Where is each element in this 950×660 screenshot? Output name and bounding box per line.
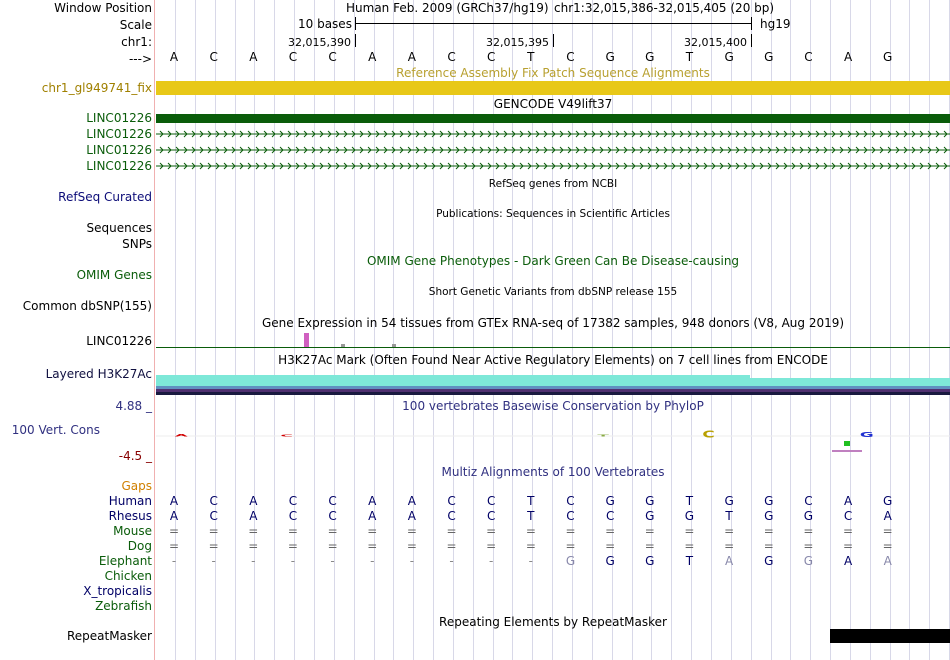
alignment-base-human: C (328, 494, 337, 508)
alignment-base-elephant: - (370, 554, 375, 568)
alignment-base-mouse: = (882, 524, 893, 538)
reference-base: A (368, 50, 377, 64)
coord-label-2: 32,015,395 (486, 36, 549, 49)
alignment-base-elephant: - (489, 554, 494, 568)
alignment-base-elephant: - (449, 554, 454, 568)
conservation-letter: C (702, 429, 715, 441)
alignment-base-human: A (407, 494, 416, 508)
alignment-base-mouse: = (724, 524, 735, 538)
alignment-base-mouse: = (367, 524, 378, 538)
reference-base: A (407, 50, 416, 64)
species-xtropicalis-label[interactable]: X_tropicalis (83, 584, 152, 598)
alignment-base-elephant: A (724, 554, 734, 568)
species-zebrafish-label[interactable]: Zebrafish (95, 599, 152, 613)
alignment-base-rhesus: G (645, 509, 655, 523)
alignment-base-rhesus: T (527, 509, 535, 523)
alignment-base-human: A (249, 494, 258, 508)
alignment-base-mouse: = (248, 524, 259, 538)
snps-label[interactable]: SNPs (122, 237, 152, 251)
alignment-base-human: C (447, 494, 456, 508)
conservation-mark (832, 450, 862, 452)
alignment-base-rhesus: C (288, 509, 298, 523)
h3k27ac-title: H3K27Ac Mark (Often Found Near Active Regulatory Elements) on 7 cell lines from ENCODE (278, 353, 828, 367)
dbsnp-label[interactable]: Common dbSNP(155) (22, 299, 152, 313)
alignment-base-dog: = (367, 539, 378, 553)
cons-min-label: -4.5 _ (118, 449, 152, 463)
alignment-base-mouse: = (287, 524, 298, 538)
alignment-base-rhesus: A (368, 509, 377, 523)
fix-patch-title: Reference Assembly Fix Patch Sequence Alignments (396, 66, 710, 80)
alignment-base-human: A (843, 494, 853, 508)
gtex-title: Gene Expression in 54 tissues from GTEx RNA-seq of 17382 samples, 948 donors (V8, Aug 2019) (261, 316, 845, 330)
gencode-label-2[interactable]: LINC01226 (86, 127, 152, 141)
reference-base: G (883, 50, 893, 64)
alignment-base-human: A (368, 494, 377, 508)
alignment-base-rhesus: G (803, 509, 814, 523)
alignment-base-mouse: = (406, 524, 417, 538)
reference-base: A (843, 50, 853, 64)
reference-base: G (605, 50, 615, 64)
gencode-label-4[interactable]: LINC01226 (86, 159, 152, 173)
alignment-base-human: T (685, 494, 694, 508)
alignment-base-rhesus: G (764, 509, 774, 523)
reference-base: C (288, 50, 298, 64)
reference-base: C (486, 50, 496, 64)
reference-base: G (724, 50, 734, 64)
alignment-base-mouse: = (565, 524, 576, 538)
reference-base: T (685, 50, 694, 64)
alignment-base-dog: = (763, 539, 774, 553)
alignment-base-rhesus: A (169, 509, 179, 523)
alignment-base-elephant: - (171, 554, 177, 568)
alignment-base-dog: = (327, 539, 338, 553)
conservation-letter: C (280, 434, 293, 437)
alignment-base-human: T (527, 494, 535, 508)
species-dog-label[interactable]: Dog (127, 539, 152, 553)
alignment-base-dog: = (565, 539, 576, 553)
window-position-label[interactable]: Window Position (54, 1, 152, 15)
omim-label[interactable]: OMIM Genes (76, 268, 152, 282)
alignment-base-elephant: G (645, 554, 655, 568)
alignment-base-mouse: = (763, 524, 774, 538)
gencode-label-3[interactable]: LINC01226 (86, 143, 152, 157)
conservation-title: 100 vertebrates Basewise Conservation by PhyloP (402, 399, 704, 413)
alignment-base-rhesus: A (407, 509, 416, 523)
alignment-base-elephant: - (290, 554, 296, 568)
reference-base: C (209, 50, 218, 64)
alignment-base-rhesus: C (605, 509, 615, 523)
alignment-base-dog: = (605, 539, 616, 553)
conservation-letter: G (859, 431, 874, 440)
omim-title: OMIM Gene Phenotypes - Dark Green Can Be Disease-causing (366, 254, 740, 268)
assembly-text: Human Feb. 2009 (GRCh37/hg19) (346, 1, 549, 15)
publications-title: Publications: Sequences in Scientific Articles (436, 208, 670, 220)
alignment-base-dog: = (287, 539, 298, 553)
alignment-base-rhesus: C (566, 509, 575, 523)
alignment-base-dog: = (406, 539, 417, 553)
alignment-base-rhesus: A (249, 509, 258, 523)
alignment-base-rhesus: T (725, 509, 733, 523)
alignment-base-human: G (883, 494, 893, 508)
alignment-base-human: A (169, 494, 179, 508)
alignment-base-dog: = (446, 539, 457, 553)
dbsnp-title: Short Genetic Variants from dbSNP release 155 (428, 286, 678, 298)
conservation-mark (844, 441, 850, 446)
alignment-base-mouse: = (446, 524, 457, 538)
alignment-base-rhesus: A (883, 509, 892, 523)
alignment-base-rhesus: C (486, 509, 496, 523)
gtex-label[interactable]: LINC01226 (86, 334, 152, 348)
alignment-base-human: G (724, 494, 734, 508)
refseq-title: RefSeq genes from NCBI (488, 178, 618, 190)
position-text: chr1:32,015,386-32,015,405 (20 bp) (554, 1, 775, 15)
alignment-base-dog: = (525, 539, 536, 553)
alignment-base-mouse: = (803, 524, 814, 538)
track-label-pane (0, 0, 155, 660)
alignment-base-dog: = (843, 539, 854, 553)
gencode-title: GENCODE V49lift37 (493, 97, 613, 111)
alignment-base-elephant: - (251, 554, 256, 568)
alignment-base-dog: = (882, 539, 893, 553)
species-chicken-label[interactable]: Chicken (104, 569, 152, 583)
reference-base: C (447, 50, 456, 64)
conservation-letter: A (174, 433, 188, 438)
reference-base: T (527, 50, 535, 64)
alignment-base-rhesus: C (447, 509, 456, 523)
repeatmasker-label[interactable]: RepeatMasker (66, 629, 152, 643)
alignment-base-rhesus: C (328, 509, 337, 523)
alignment-base-mouse: = (605, 524, 616, 538)
sequences-label[interactable]: Sequences (86, 221, 152, 235)
alignment-base-rhesus: C (209, 509, 218, 523)
reference-base: G (645, 50, 655, 64)
alignment-base-elephant: - (528, 554, 534, 568)
alignment-base-elephant: T (685, 554, 694, 568)
alignment-base-mouse: = (327, 524, 338, 538)
gencode-label-1[interactable]: LINC01226 (86, 111, 152, 125)
alignment-base-human: C (209, 494, 218, 508)
alignment-base-mouse: = (684, 524, 695, 538)
repeatmasker-element[interactable] (830, 629, 950, 643)
gaps-label[interactable]: Gaps (121, 479, 152, 493)
alignment-base-elephant: G (605, 554, 615, 568)
reference-base: A (249, 50, 258, 64)
alignment-base-elephant: G (764, 554, 774, 568)
alignment-base-elephant: A (883, 554, 892, 568)
reference-base: C (566, 50, 575, 64)
refseq-label[interactable]: RefSeq Curated (58, 190, 152, 204)
species-mouse-label[interactable]: Mouse (113, 524, 152, 538)
reference-base: C (804, 50, 813, 64)
pane-divider (154, 0, 155, 660)
fix-patch-label[interactable]: chr1_gl949741_fix (41, 81, 152, 95)
alignment-base-mouse: = (644, 524, 655, 538)
alignment-base-elephant: G (565, 554, 576, 568)
scale-text: 10 bases (298, 17, 352, 31)
scale-db-text: hg19 (760, 17, 791, 31)
alignment-base-dog: = (724, 539, 735, 553)
alignment-base-human: C (288, 494, 298, 508)
conservation-letter: T (597, 434, 609, 437)
alignment-base-human: C (486, 494, 496, 508)
alignment-base-rhesus: C (843, 509, 853, 523)
alignment-base-dog: = (684, 539, 695, 553)
alignment-base-mouse: = (208, 524, 219, 538)
alignment-base-dog: = (803, 539, 814, 553)
alignment-base-human: G (764, 494, 774, 508)
alignment-base-elephant: A (843, 554, 853, 568)
alignment-base-dog: = (644, 539, 655, 553)
alignment-base-elephant: - (330, 554, 335, 568)
species-rhesus-label[interactable]: Rhesus (108, 509, 152, 523)
coord-label-3: 32,015,400 (684, 36, 747, 49)
alignment-base-human: G (645, 494, 655, 508)
alignment-base-dog: = (486, 539, 497, 553)
alignment-base-elephant: - (211, 554, 216, 568)
cons-label[interactable]: 100 Vert. Cons (11, 423, 100, 437)
chr-label[interactable]: chr1: (121, 35, 152, 49)
reference-base: A (169, 50, 179, 64)
alignment-base-dog: = (248, 539, 259, 553)
alignment-base-human: C (566, 494, 575, 508)
alignment-base-mouse: = (486, 524, 497, 538)
strand-arrow-label[interactable]: ---> (128, 52, 152, 66)
track-data-pane[interactable] (156, 0, 950, 660)
scale-label[interactable]: Scale (119, 18, 152, 32)
cons-max-label: 4.88 _ (115, 399, 152, 413)
reference-base: G (764, 50, 774, 64)
alignment-base-human: G (605, 494, 615, 508)
alignment-base-human: C (804, 494, 813, 508)
reference-base: C (328, 50, 337, 64)
conservation-logo[interactable] (156, 0, 950, 470)
coord-label-1: 32,015,390 (288, 36, 351, 49)
alignment-base-mouse: = (168, 524, 180, 538)
alignment-base-dog: = (168, 539, 180, 553)
multiz-title: Multiz Alignments of 100 Vertebrates (441, 465, 665, 479)
alignment-base-mouse: = (843, 524, 854, 538)
alignment-base-rhesus: G (684, 509, 695, 523)
species-human-label[interactable]: Human (108, 494, 152, 508)
species-elephant-label[interactable]: Elephant (98, 554, 152, 568)
repeatmasker-title: Repeating Elements by RepeatMasker (439, 615, 667, 629)
alignment-base-mouse: = (525, 524, 536, 538)
alignment-base-elephant: - (409, 554, 415, 568)
alignment-base-dog: = (208, 539, 219, 553)
alignment-base-elephant: G (803, 554, 814, 568)
h3k27ac-label[interactable]: Layered H3K27Ac (45, 367, 152, 381)
